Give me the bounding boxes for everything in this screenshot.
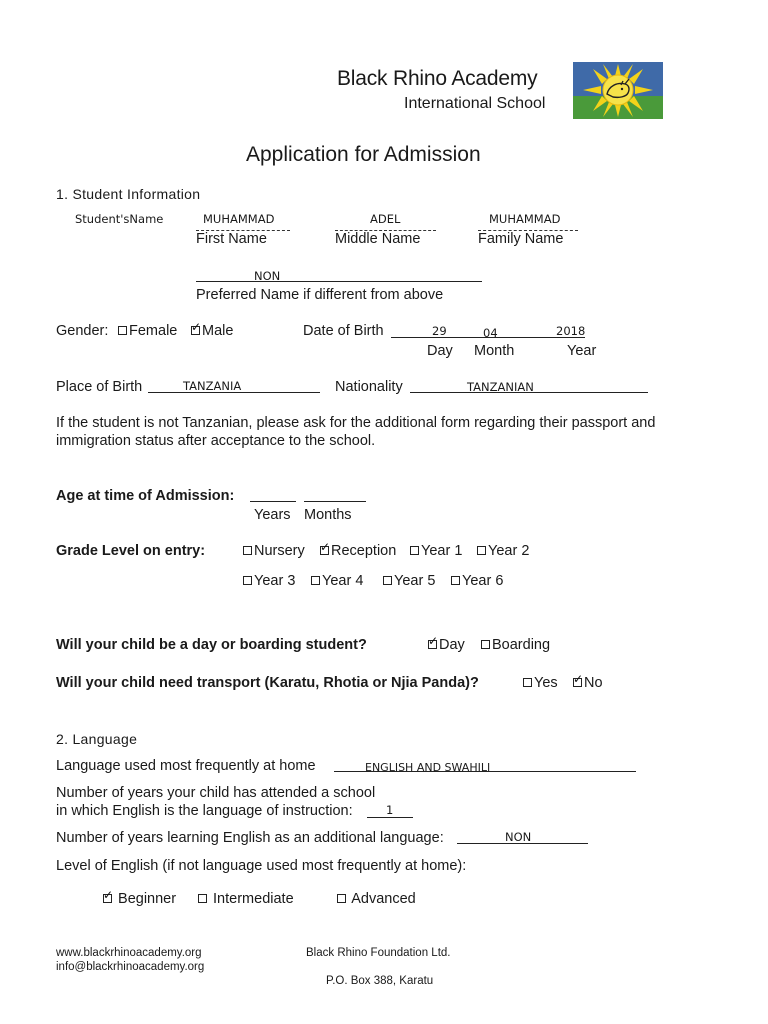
dob-month-value: 04	[483, 326, 498, 340]
level-advanced-option[interactable]	[337, 891, 416, 907]
grade-label: Grade Level on entry:	[56, 543, 206, 559]
day-label: Day	[439, 637, 465, 653]
students-name-label: Student'sName	[75, 212, 164, 226]
level-beginner-option[interactable]	[103, 888, 177, 907]
middle-name-caption: Middle Name	[335, 231, 421, 247]
place-of-birth-label: Place of Birth	[56, 379, 143, 395]
place-of-birth-value: TANZANIA	[183, 379, 242, 393]
level-advanced-label: Advanced	[351, 891, 416, 907]
grade-option-year-1[interactable]	[410, 543, 462, 559]
grade-option-year-3[interactable]	[243, 573, 295, 589]
years-eal-value: NON	[505, 830, 532, 844]
footer-website[interactable]: www.blackrhinoacademy.org	[56, 947, 202, 959]
years-eal-label: Number of years learning English as an additional language:	[56, 830, 444, 846]
dob-year-caption: Year	[567, 343, 597, 359]
age-years-line[interactable]	[250, 501, 296, 502]
grade-checkbox[interactable]	[311, 576, 320, 585]
grade-option-label: Year 4	[322, 573, 364, 589]
boarding-checkbox[interactable]	[481, 640, 490, 649]
transport-no-label: No	[584, 675, 603, 691]
grade-option-nursery[interactable]	[243, 543, 305, 559]
age-months-line[interactable]	[304, 501, 366, 502]
footer-foundation: Black Rhino Foundation Ltd.	[306, 947, 451, 959]
level-label: Level of English (if not language used most frequently at home):	[56, 858, 467, 874]
family-name-value: MUHAMMAD	[489, 212, 561, 226]
age-years-caption: Years	[254, 507, 291, 523]
grade-checkbox[interactable]	[320, 540, 331, 555]
grade-option-label: Year 6	[462, 573, 504, 589]
middle-name-value: ADEL	[370, 212, 401, 226]
years-school-line[interactable]	[367, 817, 413, 818]
dob-label: Date of Birth	[303, 323, 384, 339]
check-mark-icon: ✓	[320, 540, 331, 554]
section-heading-student-info: 1. Student Information	[56, 186, 201, 202]
grade-checkbox[interactable]	[477, 546, 486, 555]
preferred-name-value: NON	[254, 269, 281, 283]
dob-month-caption: Month	[474, 343, 515, 359]
level-advanced-checkbox[interactable]	[337, 894, 346, 903]
boarding-label: Boarding	[492, 637, 551, 653]
grade-option-label: Year 1	[421, 543, 463, 559]
gender-female-label: Female	[129, 323, 178, 339]
grade-option-year-5[interactable]	[383, 573, 435, 589]
level-beginner-checkbox[interactable]	[103, 888, 114, 903]
grade-checkbox[interactable]	[410, 546, 419, 555]
dob-day-value: 29	[432, 324, 447, 338]
preferred-name-caption: Preferred Name if different from above	[196, 287, 444, 303]
years-school-line-1: Number of years your child has attended a school	[56, 785, 376, 801]
nationality-value: TANZANIAN	[467, 380, 534, 394]
preferred-name-line[interactable]	[196, 281, 482, 282]
page-title: Application for Admission	[246, 143, 481, 166]
day-option[interactable]	[428, 634, 465, 653]
grade-option-year-4[interactable]	[311, 573, 363, 589]
gender-male-checkbox[interactable]	[191, 320, 202, 335]
grade-checkbox[interactable]	[383, 576, 392, 585]
rhino-sun-logo-icon	[573, 62, 663, 119]
nationality-label: Nationality	[335, 379, 403, 395]
notice-line-2: immigration status after acceptance to the school.	[56, 433, 376, 449]
level-beginner-label: Beginner	[118, 891, 177, 907]
grade-option-label: Reception	[331, 543, 397, 559]
grade-checkbox[interactable]	[243, 546, 252, 555]
check-mark-icon: ✓	[428, 634, 439, 648]
first-name-caption: First Name	[196, 231, 267, 247]
grade-option-reception[interactable]	[320, 540, 397, 559]
footer-po-box: P.O. Box 388, Karatu	[326, 975, 434, 987]
dob-day-caption: Day	[427, 343, 453, 359]
gender-label: Gender:	[56, 323, 109, 339]
level-intermediate-label: Intermediate	[213, 891, 294, 907]
grade-option-year-2[interactable]	[477, 543, 529, 559]
check-mark-icon: ✓	[103, 888, 114, 902]
day-boarding-question: Will your child be a day or boarding student?	[56, 637, 367, 653]
grade-option-label: Year 3	[254, 573, 296, 589]
transport-no-option[interactable]	[573, 672, 603, 691]
section-heading-language: 2. Language	[56, 731, 138, 747]
grade-option-year-6[interactable]	[451, 573, 503, 589]
grade-checkbox[interactable]	[451, 576, 460, 585]
school-subtitle: International School	[404, 95, 546, 112]
transport-yes-checkbox[interactable]	[523, 678, 532, 687]
check-mark-icon: ✓	[191, 320, 202, 334]
school-name: Black Rhino Academy	[337, 67, 538, 90]
notice-line-1: If the student is not Tanzanian, please ask for the additional form regarding their passport and	[56, 415, 656, 431]
transport-question: Will your child need transport (Karatu, Rhotia or Njia Panda)?	[56, 675, 479, 691]
grade-option-label: Year 2	[488, 543, 530, 559]
gender-female-checkbox[interactable]	[118, 326, 127, 335]
home-language-label: Language used most frequently at home	[56, 758, 316, 774]
grade-option-label: Year 5	[394, 573, 436, 589]
boarding-option[interactable]	[481, 637, 550, 653]
footer-email[interactable]: info@blackrhinoacademy.org	[56, 961, 205, 973]
years-school-value: 1	[386, 803, 394, 817]
gender-female-option[interactable]	[118, 323, 177, 339]
transport-yes-label: Yes	[534, 675, 558, 691]
age-months-caption: Months	[304, 507, 352, 523]
day-checkbox[interactable]	[428, 634, 439, 649]
family-name-caption: Family Name	[478, 231, 564, 247]
gender-male-option[interactable]	[191, 320, 234, 339]
level-intermediate-checkbox[interactable]	[198, 894, 207, 903]
grade-option-label: Nursery	[254, 543, 305, 559]
dob-year-value: 2018	[556, 324, 586, 338]
first-name-value: MUHAMMAD	[203, 212, 275, 226]
home-language-value: ENGLISH AND SWAHILI	[365, 761, 491, 774]
transport-yes-option[interactable]	[523, 675, 558, 691]
years-school-line-2: in which English is the language of instruction:	[56, 803, 353, 819]
age-label: Age at time of Admission:	[56, 488, 235, 504]
transport-no-checkbox[interactable]	[573, 672, 584, 687]
grade-checkbox[interactable]	[243, 576, 252, 585]
check-mark-icon: ✓	[573, 672, 584, 686]
level-intermediate-option[interactable]	[198, 891, 294, 907]
gender-male-label: Male	[202, 323, 234, 339]
